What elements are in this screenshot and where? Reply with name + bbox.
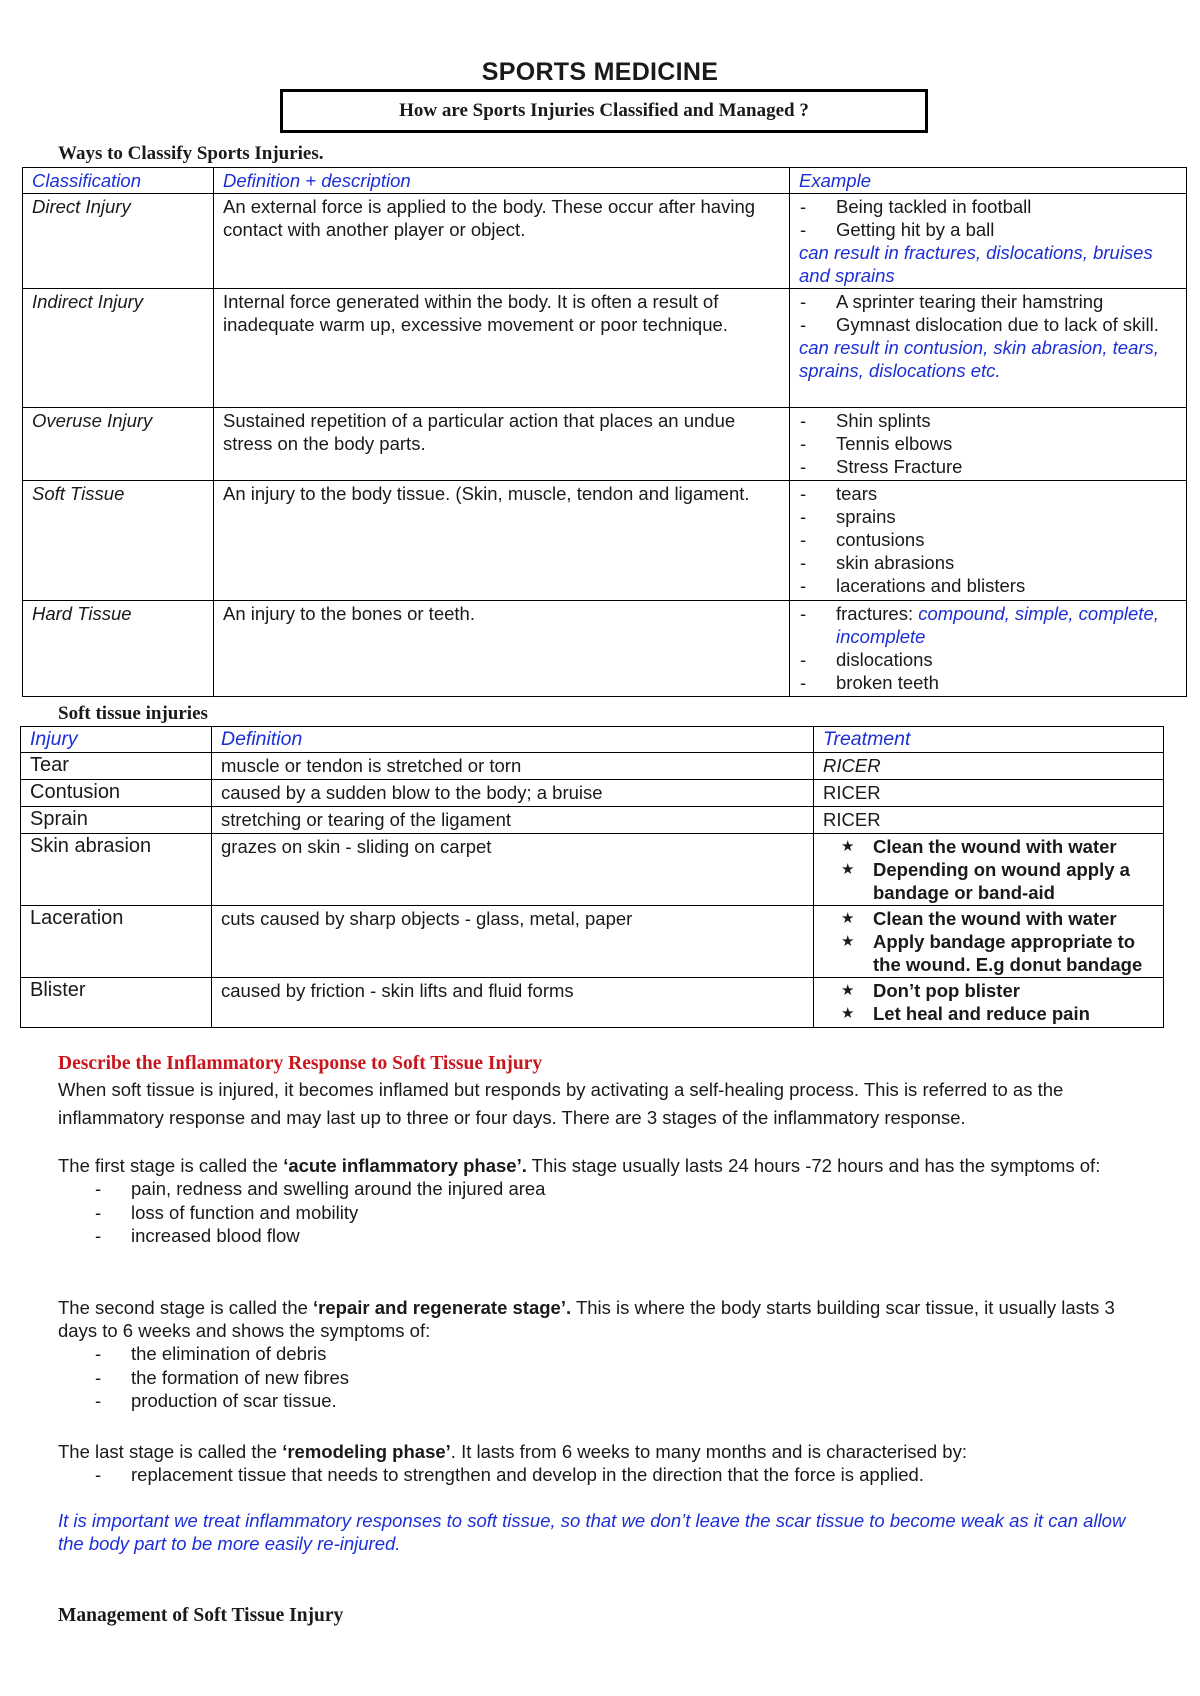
classification-table: [22, 167, 1187, 697]
classification-examples: [790, 408, 1187, 481]
injury-definition: caused by a sudden blow to the body; a bruise: [212, 780, 814, 807]
characteristic-item: - replacement tissue that needs to strengthen and develop in the direction that the force is applied.: [58, 1463, 1148, 1487]
column-header: Classification: [23, 168, 214, 194]
table-row: [21, 978, 1164, 1028]
column-header: Definition + description: [214, 168, 790, 194]
classification-name: Soft Tissue: [23, 481, 214, 601]
classify-section-label: Ways to Classify Sports Injuries.: [58, 143, 324, 164]
inflammatory-heading: Describe the Inflammatory Response to Soft Tissue Injury: [58, 1053, 543, 1074]
injury-name: Laceration: [21, 906, 212, 978]
soft-section-label: Soft tissue injuries: [58, 703, 208, 724]
stage-text: The first stage is called the: [58, 1155, 284, 1176]
classification-definition: An external force is applied to the body. These occur after having contact with another player or object.: [214, 194, 790, 289]
injury-definition: caused by friction - skin lifts and fluid forms: [212, 978, 814, 1028]
table-header-row: [21, 727, 1164, 753]
stage-two-paragraph: [58, 1296, 1148, 1342]
injury-name: Tear: [21, 753, 212, 780]
example-item: - Getting hit by a ball: [799, 218, 1186, 241]
stage-name: ‘repair and regenerate stage’.: [313, 1297, 572, 1318]
example-item: - contusions: [799, 528, 1186, 551]
example-item: - A sprinter tearing their hamstring: [799, 290, 1186, 313]
inflammatory-note: It is important we treat inflammatory responses to soft tissue, so that we don’t leave the scar tissue to become weak as it can allow the body part to be more easily re-injured.: [58, 1510, 1126, 1554]
injury-treatment: [814, 834, 1164, 906]
example-item: - Shin splints: [799, 409, 1186, 432]
stage-text: This is where the body starts building scar tissue, it usually lasts 3 days to 6 weeks and shows the symptoms of:: [58, 1297, 1115, 1341]
treatment-step: ★ Clean the wound with water: [823, 835, 1163, 858]
symptom-item: - the formation of new fibres: [58, 1366, 1148, 1390]
treatment-step: ★ Apply bandage appropriate to the wound. E.g donut bandage: [823, 930, 1163, 976]
classification-name: Hard Tissue: [23, 601, 214, 697]
classification-definition: An injury to the bones or teeth.: [214, 601, 790, 697]
example-item: - broken teeth: [799, 671, 1186, 694]
table-header-row: [23, 168, 1187, 194]
treatment-step: ★ Let heal and reduce pain: [823, 1002, 1163, 1025]
injury-name: Sprain: [21, 807, 212, 834]
example-item: - Gymnast dislocation due to lack of skill.: [799, 313, 1186, 336]
injury-treatment: RICER: [814, 780, 1164, 807]
column-header: Definition: [212, 727, 814, 753]
management-heading: Management of Soft Tissue Injury: [58, 1605, 344, 1626]
example-item: - tears: [799, 482, 1186, 505]
example-item: - skin abrasions: [799, 551, 1186, 574]
table-row: [21, 906, 1164, 978]
fracture-types: compound, simple, complete, incomplete: [836, 603, 1159, 647]
classification-definition: An injury to the body tissue. (Skin, muscle, tendon and ligament.: [214, 481, 790, 601]
classification-name: Overuse Injury: [23, 408, 214, 481]
stage-text: The last stage is called the: [58, 1441, 283, 1462]
symptom-item: - the elimination of debris: [58, 1342, 1148, 1366]
symptom-item: - loss of function and mobility: [58, 1201, 1148, 1225]
table-row: [23, 408, 1187, 481]
classification-examples: [790, 601, 1187, 697]
stage-text: This stage usually lasts 24 hours -72 hours and has the symptoms of:: [526, 1155, 1101, 1176]
injury-treatment: RICER: [814, 807, 1164, 834]
stage-name: ‘remodeling phase’: [282, 1441, 451, 1462]
table-row: [23, 601, 1187, 697]
table-row: [21, 753, 1164, 780]
treatment-step: ★ Clean the wound with water: [823, 907, 1163, 930]
stage-one-paragraph: [58, 1154, 1148, 1177]
stage-text: . It lasts from 6 weeks to many months and is characterised by:: [450, 1441, 967, 1462]
injury-definition: muscle or tendon is stretched or torn: [212, 753, 814, 780]
injury-name: Contusion: [21, 780, 212, 807]
stage-name: ‘acute inflammatory phase’.: [283, 1155, 527, 1176]
example-note: can result in fractures, dislocations, bruises and sprains: [799, 242, 1153, 286]
stage-three-paragraph: [58, 1440, 1148, 1463]
soft-tissue-table: [20, 726, 1164, 1028]
injury-definition: stretching or tearing of the ligament: [212, 807, 814, 834]
table-row: [21, 807, 1164, 834]
subtitle-box: How are Sports Injuries Classified and Managed ?: [280, 89, 928, 133]
table-row: [23, 194, 1187, 289]
example-item: - sprains: [799, 505, 1186, 528]
example-item: [799, 602, 1186, 648]
injury-treatment: RICER: [814, 753, 1164, 780]
example-item: - dislocations: [799, 648, 1186, 671]
symptom-item: - pain, redness and swelling around the injured area: [58, 1177, 1148, 1201]
injury-name: Blister: [21, 978, 212, 1028]
stage-two-block: [58, 1296, 1148, 1413]
classification-examples: [790, 194, 1187, 289]
table-row: [21, 834, 1164, 906]
classification-definition: Internal force generated within the body. It is often a result of inadequate warm up, excessive movement or poor technique.: [214, 289, 790, 408]
stage-three-block: [58, 1440, 1148, 1487]
table-row: [23, 289, 1187, 408]
example-item: - Stress Fracture: [799, 455, 1186, 478]
inflammatory-intro: When soft tissue is injured, it becomes inflamed but responds by activating a self-healing process. This is referred to as the inflammatory response and may last up to three or four days. There are 3 stages of the inflammatory response.: [58, 1079, 1064, 1128]
table-row: [23, 481, 1187, 601]
classification-examples: [790, 289, 1187, 408]
injury-treatment: [814, 906, 1164, 978]
stage-one-block: [58, 1154, 1148, 1248]
example-item: - Being tackled in football: [799, 195, 1186, 218]
classification-name: Direct Injury: [23, 194, 214, 289]
injury-definition: cuts caused by sharp objects - glass, metal, paper: [212, 906, 814, 978]
example-note: can result in contusion, skin abrasion, tears, sprains, dislocations etc.: [799, 337, 1159, 381]
table-row: [21, 780, 1164, 807]
column-header: Example: [790, 168, 1187, 194]
treatment-step: ★ Don’t pop blister: [823, 979, 1163, 1002]
fracture-prefix: fractures:: [836, 603, 919, 624]
example-item: - lacerations and blisters: [799, 574, 1186, 597]
symptom-item: - production of scar tissue.: [58, 1389, 1148, 1413]
symptom-item: - increased blood flow: [58, 1224, 1148, 1248]
injury-definition: grazes on skin - sliding on carpet: [212, 834, 814, 906]
column-header: Treatment: [814, 727, 1164, 753]
injury-treatment: [814, 978, 1164, 1028]
treatment-step: ★ Depending on wound apply a bandage or band-aid: [823, 858, 1163, 904]
injury-name: Skin abrasion: [21, 834, 212, 906]
classification-definition: Sustained repetition of a particular action that places an undue stress on the body parts.: [214, 408, 790, 481]
example-item: - Tennis elbows: [799, 432, 1186, 455]
classification-examples: [790, 481, 1187, 601]
stage-text: The second stage is called the: [58, 1297, 314, 1318]
column-header: Injury: [21, 727, 212, 753]
classification-name: Indirect Injury: [23, 289, 214, 408]
page-title: SPORTS MEDICINE: [481, 58, 719, 86]
